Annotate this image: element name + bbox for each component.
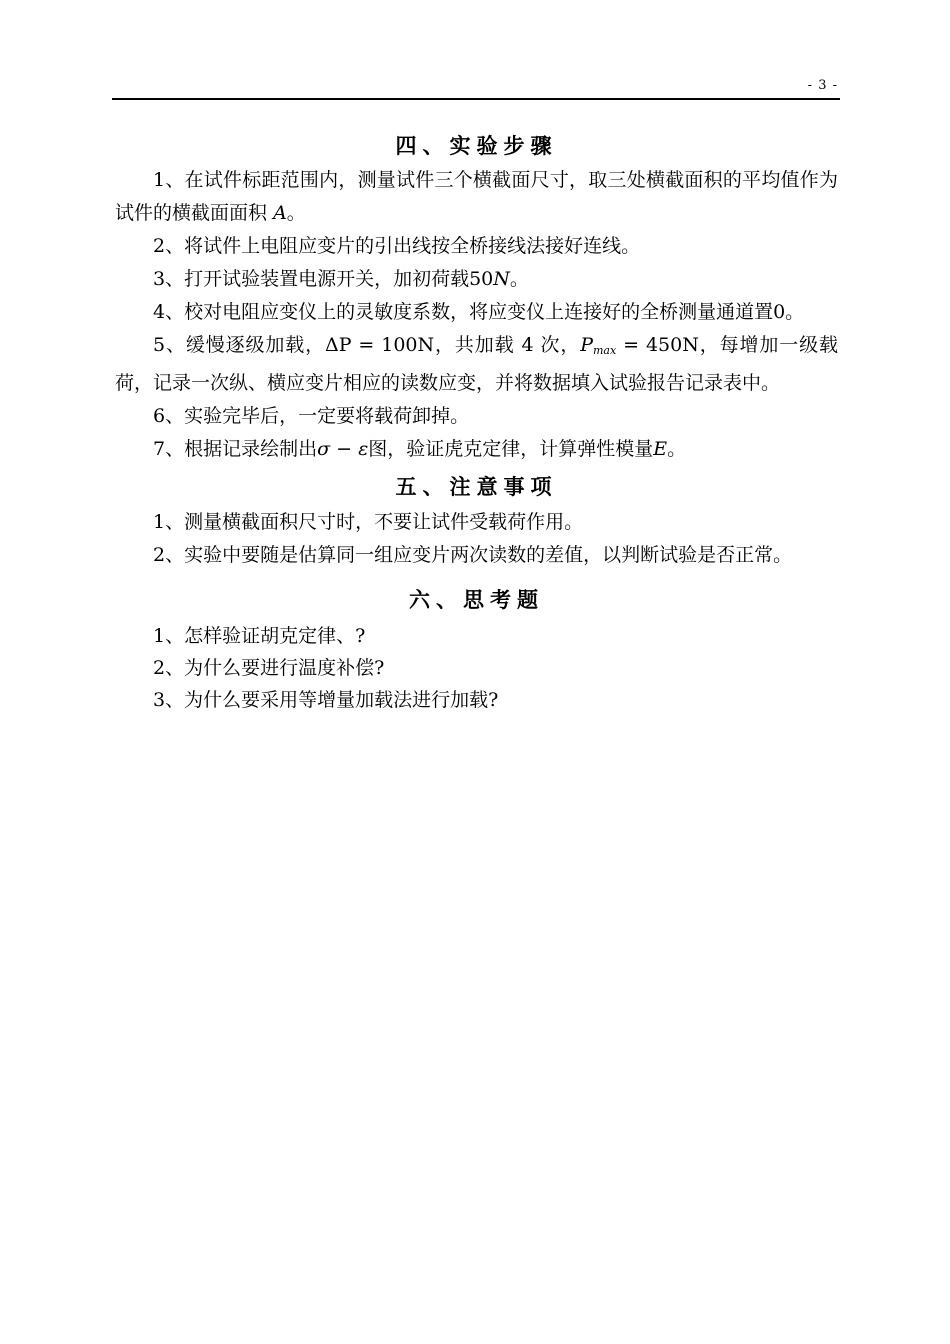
step-3-end: 。 — [509, 268, 529, 290]
step-7-end: 。 — [667, 438, 687, 460]
step-3-text: 3、打开试验装置电源开关，加初荷载 — [153, 268, 470, 290]
document-body — [115, 128, 838, 716]
pmax-value: = 450N — [616, 334, 699, 356]
modulus-symbol: E — [653, 438, 668, 460]
question-3: 3、为什么要采用等增量加载法进行加载? — [153, 689, 499, 711]
step-7 — [115, 433, 838, 466]
step-5-end: ，每增加一级载荷，记录一次纵、横应变片相应的读数应变，并将数据填入试验报告记录表中。 — [115, 334, 838, 394]
step-4: 4、校对电阻应变仪上的灵敏度系数，将应变仪上连接好的全桥测量通道置0。 — [153, 301, 805, 323]
step-1-end: 。 — [286, 202, 306, 224]
header-rule — [112, 98, 840, 100]
initial-load-value: 50 — [469, 268, 494, 290]
section-title-steps: 四、实验步骤 — [395, 134, 558, 158]
note-2: 2、实验中要随是估算同一组应变片两次读数的差值，以判断试验是否正常。 — [153, 544, 793, 566]
step-5-mid: ，共加载 4 次， — [434, 334, 581, 356]
section-title-questions: 六、思考题 — [409, 588, 544, 612]
area-symbol: A — [273, 202, 287, 224]
note-1: 1、测量横截面积尺寸时，不要让试件受载荷作用。 — [153, 511, 584, 533]
question-2: 2、为什么要进行温度补偿? — [153, 657, 385, 679]
step-1-text: 1、在试件标距范围内，测量试件三个横截面尺寸，取三处横截面积的平均值作为试件的横截面面积 — [115, 169, 838, 224]
question-1: 1、怎样验证胡克定律、? — [153, 625, 366, 647]
pmax-symbol: P — [580, 334, 593, 356]
page-number: - 3 - — [807, 78, 838, 93]
section-title-notes: 五、注意事项 — [395, 475, 558, 499]
step-7-text: 7、根据记录绘制出 — [153, 438, 318, 460]
load-increment-formula: ΔP = 100N — [324, 334, 435, 356]
step-1 — [115, 164, 838, 230]
newton-symbol: N — [493, 268, 510, 290]
step-5-text: 5、缓慢逐级加载， — [153, 334, 325, 356]
step-3 — [115, 263, 838, 296]
step-2: 2、将试件上电阻应变片的引出线按全桥接线法接好连线。 — [153, 235, 641, 257]
pmax-subscript: max — [593, 344, 617, 357]
step-6: 6、实验完毕后，一定要将载荷卸掉。 — [153, 405, 470, 427]
step-5 — [115, 329, 838, 400]
step-7-mid: 图，验证虎克定律，计算弹性模量 — [368, 438, 654, 460]
stress-strain-expression: σ − ε — [317, 438, 369, 460]
